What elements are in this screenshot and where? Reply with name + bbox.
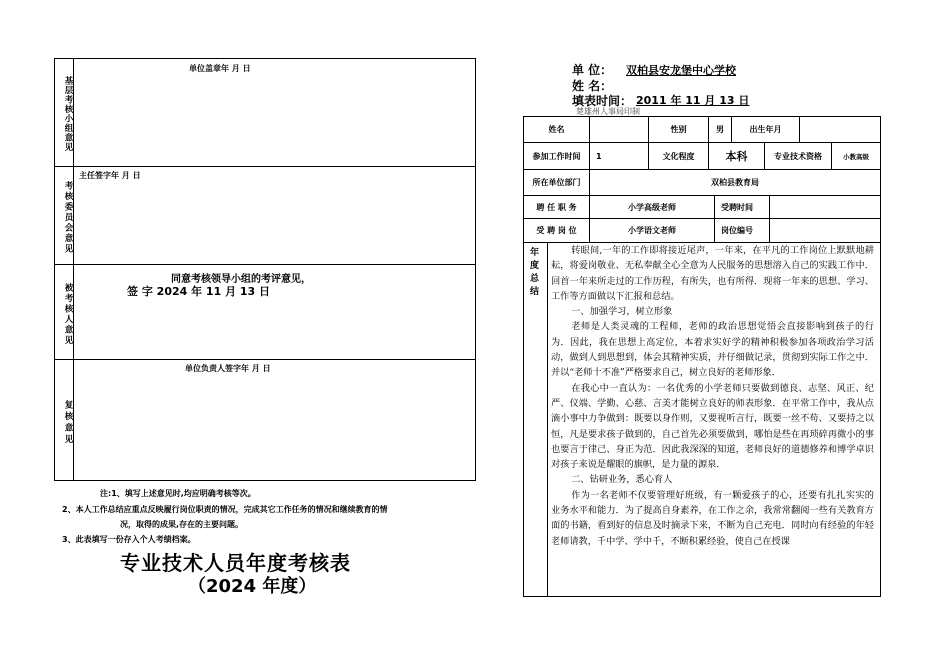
section-label: 考核委员会意见: [55, 167, 74, 264]
work-start-value: 1: [590, 143, 649, 170]
post-header: 聘 任 职 务: [524, 196, 590, 219]
date-value: 2011 年 11 月 13 日: [636, 94, 750, 107]
printer-note: 楚雄州人事局印制: [576, 107, 640, 116]
gender-header: 性别: [649, 117, 709, 143]
assessee-signature-date: 签 字 2024 年 11 月 13 日: [127, 285, 271, 298]
stamp-date-line: 单位盖章年 月 日: [189, 64, 251, 73]
position-header: 受 聘 岗 位: [524, 219, 590, 243]
note-1: 注:1、填写上述意见时,均应明确考核等次。: [100, 489, 256, 498]
summary-paragraph: 作为一名老师不仅要管理好班级，有一颗爱孩子的心，还要有扎扎实实的业务水平和能力．为了提高自身素养，在工作之余，我常常翻阅一些有关教育方面的书籍，看到好的信息及时摘录下来，不断为自己充电．同时向有经验的年轻老师请教，千中学、学中千，不断积累经验，使自己在授课: [551, 489, 874, 547]
birth-header: 出生年月: [732, 117, 800, 143]
form-title: 专业技术人员年度考核表: [120, 551, 351, 575]
hire-time-header: 受聘时间: [715, 196, 770, 219]
summary-paragraph: 转眼间,一年的工作即将接近尾声，一年来，在平凡的工作岗位上默默地耕耘，将爱岗敬业、无私奉献全心全意为人民服务的思想溶入自己的实践工作中．回首一年来所走过的工作历程，有所失，也有所得．现将一年来的思想、学习、工作等方面做以下汇报和总结。: [551, 245, 874, 302]
summary-paragraph: 老师是人类灵魂的工程师，老师的政治思想觉悟会直接影响到孩子的行为．因此，我在思想上高定位，本着求实好学的精神积极参加各项政治学习活动，做到人到思想到，体会其精神实质，并仔细做记录，贯彻到实际工作之中．并以“老师十不准”严格要求自己，树立良好的老师形象．: [551, 321, 874, 379]
form-year: （2024 年度）: [188, 576, 317, 597]
education-header: 文化程度: [649, 143, 709, 170]
section-grassroots: [55, 59, 475, 167]
name-header: 姓名: [524, 117, 590, 143]
left-assessment-table: [54, 58, 476, 481]
section-assessee: [55, 265, 475, 360]
summary-heading: 二、钻研业务，悉心育人: [571, 474, 673, 486]
birth-value: [800, 117, 880, 143]
department-value: 双柏县教育局: [590, 170, 880, 196]
summary-paragraph: 在我心中一直认为：一名优秀的小学老师只要做到德良、志坚、风正、纪严、仪端、学勤、心慈、言美才能树立良好的师表形象．在平常工作中，我从点滴小事中力争做到：既要以身作则，又要视听言行，既要一丝不苟、又要持之以恒，凡是要求孩子做到的，自己首先必须要做到，哪怕是些在再琐碎再微小的事也要言于律己、身正为范．因此我深深的知道，老师良好的道德修养和博学卓识对孩子来说是耀眼的旗帜，是力量的源泉．: [551, 382, 874, 471]
date-label: 填表时间：: [572, 94, 633, 108]
annual-summary-text: [551, 243, 874, 549]
position-value: 小学语文老师: [590, 219, 715, 243]
unit-value: 双柏县安龙堡中心学校: [626, 64, 736, 77]
qualification-value: 小教高级: [832, 143, 880, 170]
section-review: [55, 360, 475, 480]
chair-sign-line: 主任签字年 月 日: [79, 171, 141, 180]
summary-heading: 一、加强学习，树立形象: [571, 306, 673, 318]
leader-sign-line: 单位负责人签字年 月 日: [185, 364, 271, 373]
right-info-table: [523, 116, 881, 597]
note-3: 3、此表填写一份存入个人考绩档案。: [62, 535, 196, 544]
summary-divider: [547, 243, 548, 596]
section-committee: [55, 167, 475, 265]
hire-time-value: [770, 196, 880, 219]
unit-label: 单 位：: [572, 63, 613, 77]
position-no-header: 岗位编号: [715, 219, 770, 243]
position-no-value: [770, 219, 880, 243]
summary-label: 年度总结: [528, 247, 538, 299]
name-label: 姓 名：: [572, 79, 613, 93]
work-start-header: 参加工作时间: [524, 143, 590, 170]
note-2-cont: 况，取得的成果,存在的主要问题。: [120, 520, 244, 529]
assessee-opinion: 同意考核领导小组的考评意见，: [171, 274, 311, 285]
gender-value: 男: [709, 117, 732, 143]
department-header: 所在单位部门: [524, 170, 590, 196]
section-label: 复核意见: [55, 360, 74, 480]
education-value: 本科: [709, 143, 765, 170]
section-label: 基层考核小组意见: [55, 59, 74, 166]
post-value: 小学高级老师: [590, 196, 715, 219]
qualification-header: 专业技术资格: [765, 143, 832, 170]
note-2: 2、本人工作总结应重点反映履行岗位职责的情况，完成其它工作任务的情况和继续教育的情: [62, 505, 388, 514]
section-label: 被考核人意见: [55, 265, 74, 359]
name-value: [590, 117, 649, 143]
